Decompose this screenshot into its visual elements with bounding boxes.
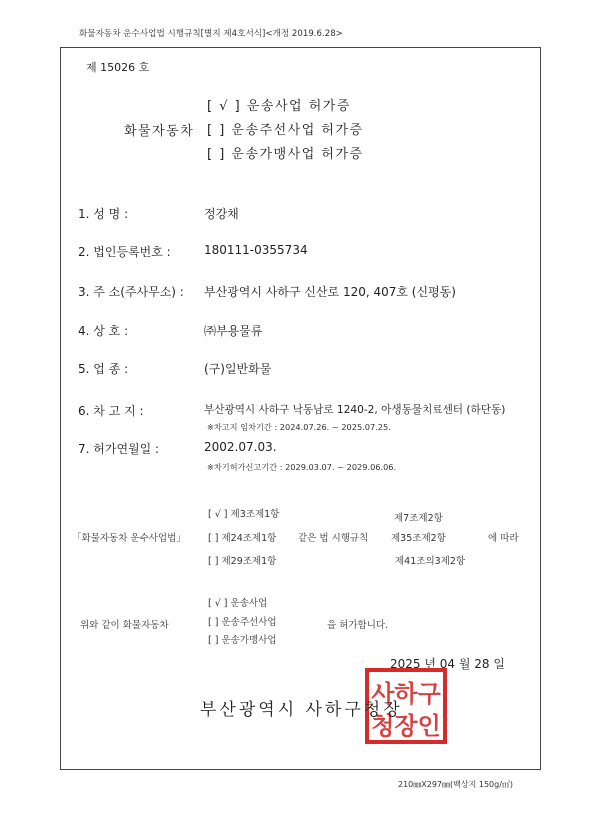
license-type-label: 운송가맹사업 허가증 (231, 147, 364, 162)
grant-prefix: 위와 같이 화물자동차 (80, 620, 169, 631)
law-same-act: 같은 법 시행규칙 (298, 533, 369, 544)
law-option-label: 제29조제1항 (221, 556, 277, 567)
issue-date: 2025 년 04 월 28 일 (390, 657, 505, 671)
garage-note: ※차고지 임차기간 : 2024.07.26. ~ 2025.07.25. (207, 422, 391, 432)
law-option-label: 제24조제1항 (221, 533, 277, 544)
license-type-1 (207, 95, 351, 114)
license-prefix: 화물자동차 (124, 124, 195, 139)
garage-label: 6. 차 고 지 : (78, 404, 144, 418)
law-rule-3: 제41조의3제2항 (395, 556, 466, 567)
law-act: 「화물자동차 운수사업법」 (72, 533, 186, 544)
license-type-2 (207, 119, 364, 138)
issuing-authority: 부산광역시 사하구청장 (200, 700, 403, 720)
law-rule-1: 제7조제2항 (394, 513, 443, 524)
paper-spec: 210㎜X297㎜(백상지 150g/㎡) (398, 780, 514, 789)
checkbox-mark: [ ] (208, 556, 219, 567)
grant-option-1 (208, 595, 267, 609)
document-number: 제 15026 호 (86, 61, 150, 74)
law-option-label: 제3조제1항 (230, 509, 280, 520)
reg-value: 180111-0355734 (204, 243, 308, 257)
law-rule-2: 제35조제2항 (391, 533, 446, 544)
law-option-1 (208, 506, 279, 520)
checkbox-mark: [ √ ] (207, 99, 242, 114)
checkbox-mark: [ ] (208, 617, 219, 628)
name-label: 1. 성 명 : (78, 207, 129, 221)
grant-option-label: 운송주선사업 (221, 617, 277, 628)
business-type-value: (구)일반화물 (204, 362, 272, 376)
permit-date-note: ※차기허가신고기간 : 2029.03.07. ~ 2029.06.06. (207, 462, 397, 472)
svg-text:사하구: 사하구 (371, 680, 441, 708)
reg-label: 2. 법인등록번호 : (78, 245, 171, 259)
grant-option-label: 운송사업 (230, 598, 268, 609)
law-option-3 (208, 553, 276, 567)
checkbox-mark: [ ] (208, 533, 219, 544)
address-label: 3. 주 소(주사무소) : (78, 285, 184, 299)
law-option-2 (208, 530, 276, 544)
trade-name-value: ㈜부용물류 (204, 324, 263, 338)
checkbox-mark: [ ] (207, 123, 226, 138)
business-type-label: 5. 업 종 : (78, 362, 129, 376)
trade-name-label: 4. 상 호 : (78, 324, 129, 338)
checkbox-mark: [ √ ] (208, 598, 228, 609)
license-type-label: 운송주선사업 허가증 (231, 123, 364, 138)
permit-date-label: 7. 허가연월일 : (78, 442, 160, 456)
license-type-3 (207, 143, 364, 162)
form-header: 화물자동차 운수사업법 시행규칙[별지 제4호서식]<개정 2019.6.28> (79, 29, 343, 39)
license-type-label: 운송사업 허가증 (246, 99, 351, 114)
checkbox-mark: [ √ ] (208, 509, 228, 520)
garage-value: 부산광역시 사하구 낙동남로 1240-2, 아생동물치료센터 (하단동) (204, 404, 506, 416)
checkbox-mark: [ ] (208, 635, 219, 646)
address-value: 부산광역시 사하구 신산로 120, 407호 (신평동) (204, 285, 456, 299)
permit-date-value: 2002.07.03. (204, 440, 277, 454)
law-tail: 에 따라 (488, 533, 519, 544)
grant-suffix: 을 허가합니다. (327, 620, 389, 631)
grant-option-label: 운송가맹사업 (221, 635, 277, 646)
name-value: 정강채 (204, 207, 239, 221)
grant-option-3 (208, 632, 277, 646)
checkbox-mark: [ ] (207, 147, 226, 162)
svg-text:청장인: 청장인 (371, 712, 441, 740)
grant-option-2 (208, 614, 277, 628)
